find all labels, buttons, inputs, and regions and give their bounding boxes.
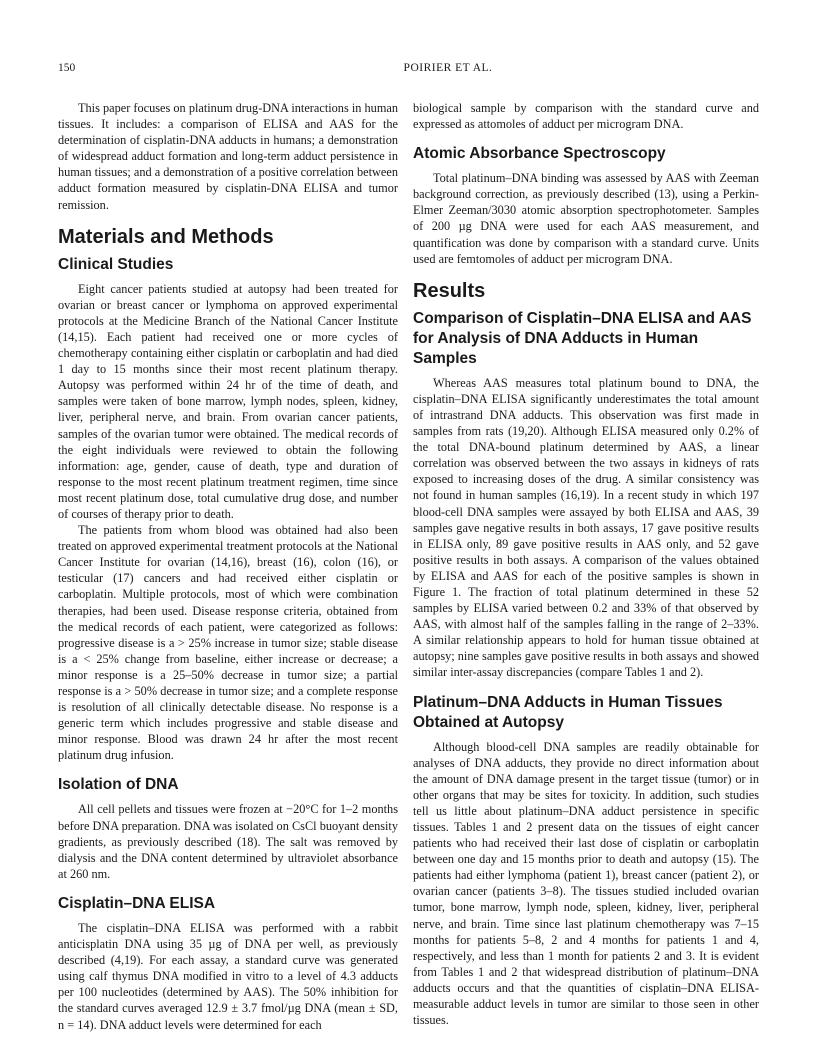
adducts-heading: Platinum–DNA Adducts in Human Tissues Obtained at Autopsy <box>413 693 723 731</box>
running-head: POIRIER ET AL. <box>403 62 493 74</box>
elisa-heading: Cisplatin–DNA ELISA <box>58 894 216 912</box>
page-header <box>58 62 758 80</box>
page-number: 150 <box>58 62 76 74</box>
aas-paragraph: Total platinum–DNA binding was assessed by AAS with Zeeman background correction, as previously described (13), using a Perkin-Elmer Zeeman/3030 atomic absorption spectrophotometer. Samples of 200 µg DNA were used for each AAS measurement, and quantification was done by comparison with a standard curve. Units used are femtomoles of adduct per microgram DNA. <box>413 171 759 266</box>
comparison-heading: Comparison of Cisplatin–DNA ELISA and AAS for Analysis of DNA Adducts in Human Samples <box>413 309 752 367</box>
clinical-paragraph-1: Eight cancer patients studied at autopsy had been treated for ovarian or breast cancer or lymphoma on approved experimental protocols at the Medicine Branch of the National Cancer Institute (14,15). Each patient had received one or more cycles of chemotherapy containing either cisplatin or carboplatin and had died 1 day to 15 months since their most recent platinum therapy. Autopsy was performed within 24 hr of the time of death, and samples were taken of bone marrow, lymph nodes, spleen, kidney, liver, peripheral nerve, and brain. From ovarian cancer patients, samples of the ovarian tumor were obtained. The medical records of the eight individuals were reviewed to obtain the following information: age, gender, cause of death, type and duration of response to the most recent platinum treatment regimen, time since most recent platinum dose, total cumulative drug dose, and number of courses of therapy prior to death. <box>58 281 398 521</box>
comparison-paragraph: Whereas AAS measures total platinum bound to DNA, the cisplatin–DNA ELISA significantly underestimates the total amount of intrastrand DNA adducts. This observation was first made in samples from rats (19,20). Although ELISA measured only 0.2% of the total DNA-bound platinum determined by AAS, a linear correlation was observed between the two assays in kidneys of rats exposed to increasing doses of the drug. A similar consistency was not found in human samples (16,19). In a recent study in which 197 blood-cell DNA samples were assayed by both ELISA and AAS, 39 samples gave negative results in both assays, 17 gave positive results in ELISA only, 89 gave positive results in AAS only, and 52 gave positive results in both assays. A comparison of the values obtained by ELISA and AAS for each of the positive samples is shown in Figure 1. The fraction of total platinum determined in these 52 samples by ELISA varied between 0.2 and 33% of that observed by AAS, with almost half of the samples falling in the range of 2–33%. A similar relationship appears to hold for human tissue obtained at autopsy; nine samples gave positive results in both assays and showed similar inter-assay discrepancies (compare Tables 1 and 2). <box>413 375 759 680</box>
elisa-paragraph: The cisplatin–DNA ELISA was performed with a rabbit anticisplatin DNA using 35 µg of DNA per well, as previously described (4,19). For each assay, a standard curve was generated using calf thymus DNA modified in vitro to a level of 4.3 adducts per 100 nucleotides (determined by AAS). The 50% inhibition for the standard curves averaged 12.9 ± 3.7 fmol/µg DNA (mean ± SD, n = 14). DNA adduct levels were determined for each <box>58 920 398 1032</box>
isolation-heading: Isolation of DNA <box>58 776 179 794</box>
intro-paragraph: This paper focuses on platinum drug-DNA interactions in human tissues. It includes: a comparison of ELISA and AAS for the determination of cisplatin-DNA adducts in humans; a demonstration of widespread adduct formation and long-term adduct persistence in human tissues; and a demonstration of a positive correlation between adduct formation measured by cisplatin-DNA ELISA and tumor remission. <box>58 101 398 212</box>
adducts-paragraph: Although blood-cell DNA samples are readily obtainable for analyses of DNA adducts, they provide no direct information about the amount of DNA damage present in the target tissue (tumor) or in other organs that may be sites for toxicity. In addition, such studies tell us little about platinum–DNA adduct persistence in specific tissues. Tables 1 and 2 present data on the tissues of eight cancer patients who had received their last dose of cisplatin or carboplatin between one day and 15 months prior to death and autopsy (15). The patients had either lymphoma (patient 1), breast cancer (patient 2), or ovarian cancer (patients 3–8). The tissues studied included ovarian tumor, bone marrow, lymph node, spleen, kidney, liver, peripheral nerve, and brain. Time since last platinum chemotherapy was 7–15 months for patients 5–8, 2 and 4 months for patients 1 and 4, respectively, and less than 1 month for patients 2 and 3. It is evident from Tables 1 and 2 that widespread distribution of platinum–DNA adducts occurs and that the quantities of cisplatin–DNA ELISA-measurable adduct levels in tumor are similar to those seen in other tissues. <box>413 739 759 1028</box>
isolation-paragraph: All cell pellets and tissues were frozen at −20°C for 1–2 months before DNA preparation. DNA was isolated on CsCl buoyant density gradients, as previously described (18). The salt was removed by dialysis and the DNA content determined by ultraviolet absorbance at 260 nm. <box>58 802 398 881</box>
right-column <box>413 100 759 1028</box>
clinical-studies-heading: Clinical Studies <box>58 255 174 273</box>
results-heading: Results <box>413 279 486 302</box>
left-column <box>58 100 398 1033</box>
aas-heading: Atomic Absorbance Spectroscopy <box>413 145 666 163</box>
continued-paragraph: biological sample by comparison with the standard curve and expressed as attomoles of adduct per microgram DNA. <box>413 101 759 132</box>
clinical-paragraph-2: The patients from whom blood was obtained had also been treated on approved experimental treatment protocols at the National Cancer Institute for ovarian (14,16), breast (16), colon (16), or testicular (17) cancers and had received either cisplatin or carboplatin. Multiple protocols, most of which were combination therapies, had been used. Disease response criteria, obtained from the medical records of each patient, were categorized as follows: progressive disease is a > 25% increase in tumor size; stable disease is a < 25% change from baseline, either increase or decrease; a minor response is a 25–50% decrease in tumor size; a partial response is a > 50% decrease in tumor size; and a complete response is resolution of all clinically detectable disease. No response is a generic term which includes progressive and stable disease and minor response. Blood was drawn 24 hr after the most recent platinum drug infusion. <box>58 523 398 763</box>
materials-methods-heading: Materials and Methods <box>58 225 274 248</box>
